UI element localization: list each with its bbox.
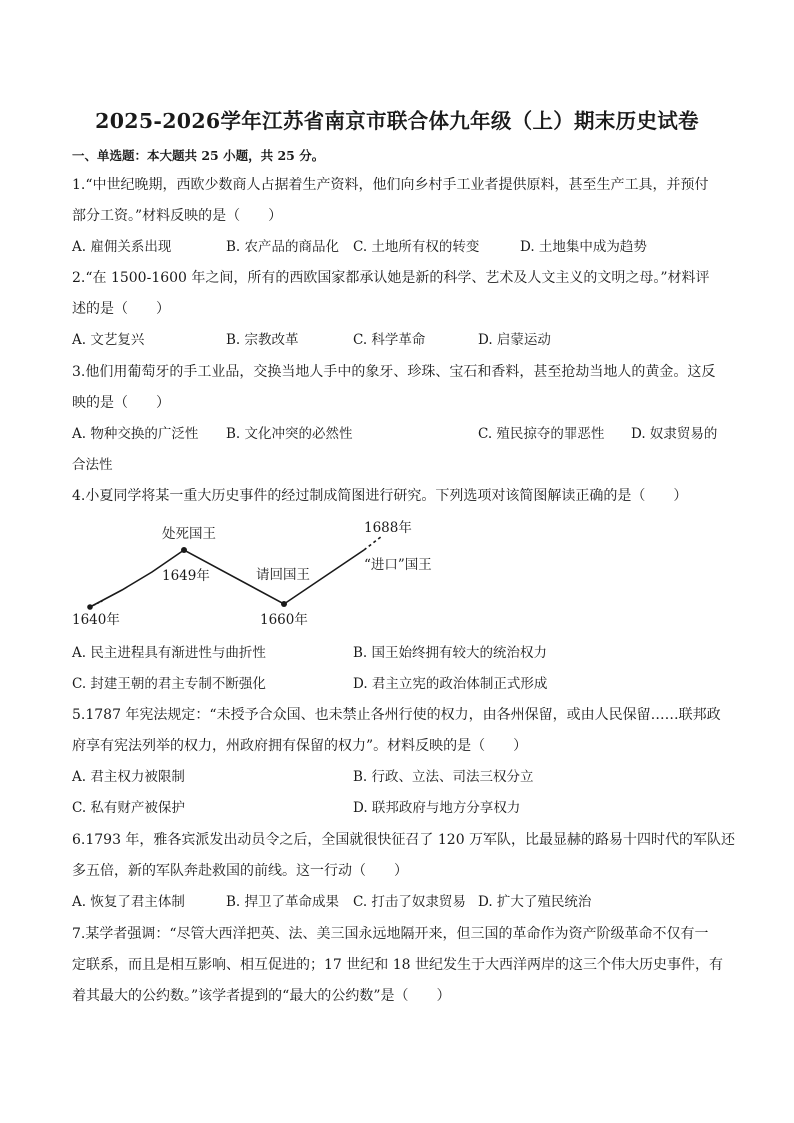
question-2-line-2: 述的是（ ） [72,301,170,317]
q6-option-d[interactable]: D. 扩大了殖民统治 [478,894,592,910]
question-5-line-2: 府享有宪法列举的权力，州政府拥有保留的权力”。材料反映的是（ ） [72,738,528,754]
q1-option-d[interactable]: D. 土地集中成为趋势 [520,239,647,255]
q3-option-d-continued: 合法性 [72,457,113,473]
question-7-line-1: 7.某学者强调：“尽管大西洋把英、法、美三国永远地隔开来，但三国的革命作为资产阶级革命不仅有一 [72,926,709,942]
question-1-line-1: 1.“中世纪晚期，西欧少数商人占据着生产资料，他们向乡村手工业者提供原料，甚至生产工具，并预付 [72,177,709,193]
timeline-zigzag-line [90,550,364,607]
question-7-line-3: 着其最大的公约数。”该学者提到的“最大的公约数”是（ ） [72,988,451,1004]
q1-option-c[interactable]: C. 土地所有权的转变 [353,239,480,255]
q2-option-d[interactable]: D. 启蒙运动 [478,332,551,348]
question-3-line-1: 3.他们用葡萄牙的手工业品，交换当地人手中的象牙、珍珠、宝石和香料，甚至抢劫当地人的黄金。这反 [72,364,716,380]
question-3-line-2: 映的是（ ） [72,395,170,411]
question-6-line-1: 6.1793 年，雅各宾派发出动员令之后，全国就很快征召了 120 万军队，比最显赫的路易十四时代的军队还 [72,832,736,848]
label-1640: 1640年 [72,612,120,628]
label-1660: 1660年 [260,612,308,628]
q5-option-c[interactable]: C. 私有财产被保护 [72,800,185,816]
q1-option-a[interactable]: A. 雇佣关系出现 [72,239,172,255]
q4-option-b[interactable]: B. 国王始终拥有较大的统治权力 [353,645,548,661]
q3-option-c[interactable]: C. 殖民掠夺的罪恶性 [478,426,605,442]
q4-option-a[interactable]: A. 民主进程具有渐进性与曲折性 [72,645,266,661]
question-6-line-2: 多五倍，新的军队奔赴救国的前线。这一行动（ ） [72,863,408,879]
section-heading: 一、单选题：本大题共 25 小题，共 25 分。 [72,148,325,163]
label-1649: 1649年 [162,568,210,584]
timeline-diagram [64,514,464,634]
q2-option-a[interactable]: A. 文艺复兴 [72,332,145,348]
question-7-line-2: 定联系，而且是相互影响、相互促进的；17 世纪和 18 世纪发生于大西洋两岸的这三个伟大历史事件，有 [72,957,723,973]
q6-option-c[interactable]: C. 打击了奴隶贸易 [353,894,466,910]
label-execute-king: 处死国王 [162,526,216,542]
timeline-dashed-tail [364,536,382,550]
q3-option-a[interactable]: A. 物种交换的广泛性 [72,426,199,442]
q6-option-a[interactable]: A. 恢复了君主体制 [72,894,185,910]
page-title: 2025-2026学年江苏省南京市联合体九年级（上）期末历史试卷 [95,109,699,133]
q6-option-b[interactable]: B. 捍卫了革命成果 [226,894,340,910]
q1-option-b[interactable]: B. 农产品的商品化 [226,239,340,255]
question-2-line-1: 2.“在 1500-1600 年之间，所有的西欧国家都承认她是新的科学、艺术及人文主义的文明之母。”材料评 [72,270,710,286]
q3-option-d[interactable]: D. 奴隶贸易的 [631,426,718,442]
q3-option-b[interactable]: B. 文化冲突的必然性 [226,426,353,442]
q5-option-d[interactable]: D. 联邦政府与地方分享权力 [353,800,521,816]
q5-option-b[interactable]: B. 行政、立法、司法三权分立 [353,769,534,785]
point-1649 [181,547,187,553]
q5-option-a[interactable]: A. 君主权力被限制 [72,769,185,785]
q2-option-b[interactable]: B. 宗教改革 [226,332,299,348]
q2-option-c[interactable]: C. 科学革命 [353,332,426,348]
point-1660 [281,601,287,607]
q4-option-c[interactable]: C. 封建王朝的君主专制不断强化 [72,676,266,692]
point-1640 [87,604,93,610]
q4-option-d[interactable]: D. 君主立宪的政治体制正式形成 [353,676,548,692]
label-1688: 1688年 [364,520,412,536]
label-restore-king: 请回国王 [256,567,310,583]
question-5-line-1: 5.1787 年宪法规定：“未授予合众国、也未禁止各州行使的权力，由各州保留，或由人民保留……联邦政 [72,707,721,723]
label-import-king: “进口”国王 [364,557,432,573]
question-4-line-1: 4.小夏同学将某一重大历史事件的经过制成简图进行研究。下列选项对该简图解读正确的是（ ） [72,488,688,504]
question-1-line-2: 部分工资。”材料反映的是（ ） [72,208,283,224]
